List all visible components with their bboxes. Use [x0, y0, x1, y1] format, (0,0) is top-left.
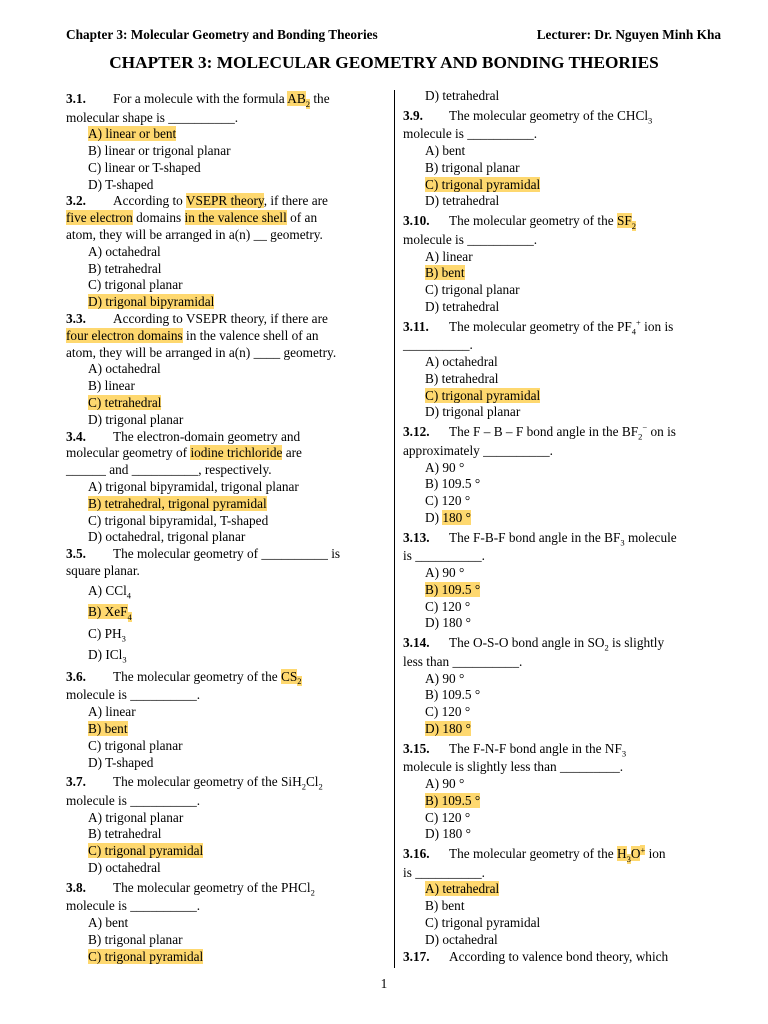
column-divider	[394, 90, 395, 968]
text-run: The F – B – F bond angle in the BF	[449, 424, 639, 440]
highlighted-subscript: 4	[127, 611, 132, 622]
question-line	[403, 316, 721, 338]
text-run: C) trigonal pyramidal	[425, 915, 541, 931]
question-line	[66, 666, 388, 688]
highlighted-subscript: 2	[305, 98, 311, 109]
answer-option	[66, 949, 388, 966]
answer-option	[403, 793, 721, 810]
text-run: D)	[425, 509, 443, 525]
answer-option	[403, 687, 721, 704]
text-run: The molecular geometry of the	[449, 846, 617, 862]
question-line	[403, 759, 721, 776]
answer-option	[66, 378, 388, 395]
header-lecturer: Lecturer: Dr. Nguyen Minh Kha	[536, 27, 721, 42]
question-line	[403, 337, 721, 354]
answer-option	[66, 294, 388, 311]
highlighted-text-run: 180 °	[442, 509, 471, 525]
text-run: The F-B-F bond angle in the BF	[449, 529, 621, 545]
question-line	[66, 328, 388, 345]
answer-option	[403, 249, 721, 266]
answer-option	[66, 261, 388, 278]
text-run: B) trigonal planar	[88, 931, 183, 947]
text-run: C) 120 °	[425, 704, 471, 720]
question-number: 3.2.	[66, 193, 86, 209]
question-line	[403, 632, 721, 654]
question-number: 3.15.	[403, 740, 430, 756]
question-number: 3.10.	[403, 213, 430, 229]
answer-option	[66, 580, 388, 602]
answer-option	[66, 529, 388, 546]
question-number: 3.8.	[66, 879, 86, 895]
question-line	[66, 110, 388, 127]
answer-option	[66, 738, 388, 755]
question-line	[403, 738, 721, 760]
highlighted-subscript: 2	[631, 220, 637, 231]
question-line	[403, 210, 721, 232]
highlighted-text-run: B) bent	[425, 265, 465, 281]
answer-option	[66, 277, 388, 294]
answer-option	[66, 513, 388, 530]
highlighted-text-run: iodine trichloride	[190, 445, 283, 461]
answer-option	[403, 704, 721, 721]
text-run: molecular geometry of	[66, 445, 191, 461]
answer-option	[403, 898, 721, 915]
answer-option	[66, 623, 388, 645]
text-run: molecule is __________.	[66, 792, 201, 808]
text-run: molecular shape is __________.	[66, 109, 239, 125]
text-run: C) PH	[88, 625, 122, 641]
answer-option	[66, 177, 388, 194]
highlighted-text-run: AB	[287, 91, 306, 106]
question-line	[403, 548, 721, 565]
header-chapter: Chapter 3: Molecular Geometry and Bonding Theories	[66, 27, 378, 42]
subscript: 4	[631, 326, 637, 337]
answer-option	[66, 704, 388, 721]
text-run: C) trigonal bipyramidal, T-shaped	[88, 512, 269, 528]
subscript: 2	[310, 887, 315, 898]
highlighted-text-run: four electron domains	[66, 327, 183, 343]
highlighted-text-run: B) 109.5 °	[425, 792, 481, 808]
text-run: C) 120 °	[425, 493, 471, 509]
text-run: A) 90 °	[425, 670, 465, 686]
answer-option	[403, 615, 721, 632]
answer-option	[66, 915, 388, 932]
text-run: According to valence bond theory, which	[449, 948, 669, 964]
text-run: B) 109.5 °	[425, 476, 481, 492]
answer-option	[403, 671, 721, 688]
subscript: 2	[301, 781, 306, 792]
text-run: molecule is __________.	[66, 898, 201, 914]
answer-option	[66, 412, 388, 429]
highlighted-text-run: C) trigonal pyramidal	[88, 843, 204, 859]
answer-option	[66, 479, 388, 496]
text-run: A) 90 °	[425, 776, 465, 791]
text-run: D) octahedral	[88, 859, 161, 875]
text-run: The electron-domain geometry and	[113, 428, 301, 444]
text-run: B) 109.5 °	[425, 687, 481, 703]
highlighted-text-run: B) bent	[88, 720, 128, 736]
text-run: A) octahedral	[88, 243, 161, 259]
answer-option	[66, 395, 388, 412]
question-line	[66, 687, 388, 704]
text-run: The molecular geometry of the	[449, 213, 617, 229]
highlighted-text-run: C) trigonal pyramidal	[88, 948, 204, 964]
text-run: less than __________.	[403, 653, 523, 669]
text-run: B) linear or trigonal planar	[88, 143, 231, 159]
subscript: 3	[621, 748, 627, 759]
question-line	[66, 345, 388, 362]
text-run: The molecular geometry of the PHCl	[113, 879, 311, 895]
question-line	[66, 88, 388, 110]
text-run: B) tetrahedral	[88, 826, 162, 842]
highlighted-superscript: +	[640, 844, 646, 855]
subscript: 2	[318, 781, 323, 792]
text-run: A) 90 °	[425, 565, 465, 581]
text-run: __________.	[403, 337, 473, 353]
answer-option	[403, 776, 721, 793]
answer-option	[403, 599, 721, 616]
text-run: C) linear or T-shaped	[88, 159, 201, 175]
text-run: D) 180 °	[425, 826, 471, 842]
text-run: D) T-shaped	[88, 754, 154, 770]
highlighted-text-run: O	[630, 846, 641, 862]
text-run: C) 120 °	[425, 598, 471, 614]
answer-option	[66, 496, 388, 513]
text-run: D) tetrahedral	[425, 193, 500, 209]
answer-option	[66, 126, 388, 143]
question-line	[66, 462, 388, 479]
question-line	[66, 193, 388, 210]
highlighted-text-run: VSEPR theory	[185, 193, 264, 209]
question-number: 3.3.	[66, 311, 86, 327]
question-line	[403, 232, 721, 249]
answer-option	[403, 881, 721, 898]
answer-option	[403, 160, 721, 177]
highlighted-text-run: in the valence shell	[184, 210, 287, 226]
highlighted-text-run: five electron	[66, 210, 133, 226]
text-run: , if there are	[263, 193, 328, 209]
answer-option	[403, 404, 721, 421]
text-run: According to	[113, 193, 186, 209]
question-number: 3.6.	[66, 668, 86, 684]
question-number: 3.12.	[403, 424, 430, 440]
highlighted-text-run: C) trigonal pyramidal	[425, 387, 541, 403]
page-number: 1	[380, 976, 388, 991]
highlighted-text-run: B) 109.5 °	[425, 581, 481, 597]
answer-option	[403, 826, 721, 843]
text-run: is __________.	[403, 548, 486, 564]
question-number: 3.17.	[403, 948, 430, 964]
question-line	[403, 527, 721, 549]
text-run: square planar.	[66, 563, 140, 579]
answer-option	[66, 932, 388, 949]
text-run: C) trigonal planar	[88, 737, 183, 753]
text-run: A) octahedral	[88, 361, 161, 377]
question-line	[403, 654, 721, 671]
question-number: 3.1.	[66, 91, 86, 106]
text-run: D) 180 °	[425, 615, 471, 631]
superscript: +	[636, 317, 641, 328]
question-line	[66, 563, 388, 580]
text-run: ______ and __________, respectively.	[66, 462, 272, 478]
question-line	[403, 105, 721, 127]
answer-option	[403, 265, 721, 282]
question-number: 3.16.	[403, 846, 430, 862]
answer-option	[66, 644, 388, 666]
text-run: The F-N-F bond angle in the NF	[449, 740, 622, 756]
text-run: A) trigonal bipyramidal, trigonal planar	[88, 479, 299, 495]
text-run: The molecular geometry of the	[113, 668, 281, 684]
text-run: A) linear	[425, 248, 473, 264]
question-line	[403, 421, 721, 443]
text-run: D) tetrahedral	[425, 88, 500, 103]
highlighted-subscript: 3	[626, 853, 631, 864]
text-run: atom, they will be arranged in a(n) ____ geometry.	[66, 344, 337, 360]
question-line	[66, 771, 388, 793]
question-number: 3.4.	[66, 428, 86, 444]
text-run: D) octahedral, trigonal planar	[88, 529, 246, 545]
text-run: The molecular geometry of the SiH	[113, 774, 302, 790]
highlighted-text-run: C) tetrahedral	[88, 395, 162, 411]
answer-option	[403, 721, 721, 738]
question-line	[66, 546, 388, 563]
text-run: are	[282, 445, 302, 461]
answer-option	[66, 143, 388, 160]
text-run: is __________.	[403, 864, 486, 880]
question-line	[66, 445, 388, 462]
text-run: domains	[132, 210, 185, 226]
text-run: A) bent	[425, 143, 466, 159]
answer-option	[66, 601, 388, 623]
subscript: 3	[122, 654, 127, 665]
text-run: in the valence shell of an	[182, 327, 319, 343]
answer-option	[403, 354, 721, 371]
answer-option	[403, 143, 721, 160]
question-number: 3.11.	[403, 318, 429, 334]
text-run: molecule	[624, 529, 677, 545]
subscript: 4	[126, 590, 132, 601]
text-run: of an	[286, 210, 318, 226]
text-run: A) octahedral	[425, 354, 498, 370]
question-number: 3.14.	[403, 635, 430, 651]
highlighted-text-run: SF	[617, 213, 632, 229]
question-line	[403, 865, 721, 882]
answer-option	[66, 843, 388, 860]
text-run: molecule is __________.	[403, 231, 538, 247]
answer-option	[403, 460, 721, 477]
highlighted-text-run: B) XeF	[88, 604, 128, 620]
question-number: 3.9.	[403, 107, 423, 123]
text-run: atom, they will be arranged in a(n) __ geometry.	[66, 227, 323, 243]
text-run: A) trigonal planar	[88, 809, 184, 825]
question-line	[66, 311, 388, 328]
text-run: C) trigonal planar	[425, 282, 520, 298]
question-line	[403, 843, 721, 865]
text-run: B) linear	[88, 378, 135, 394]
question-line	[403, 443, 721, 460]
text-run: A) 90 °	[425, 459, 465, 475]
answer-option	[403, 388, 721, 405]
answer-option	[66, 755, 388, 772]
highlighted-text-run: A) tetrahedral	[425, 881, 500, 897]
text-run: molecule is slightly less than _________.	[403, 759, 624, 775]
answer-option	[403, 582, 721, 599]
text-run: D) tetrahedral	[425, 298, 500, 314]
text-run: A) bent	[88, 915, 129, 931]
question-line	[66, 429, 388, 446]
highlighted-text-run: D) trigonal bipyramidal	[88, 294, 215, 310]
text-run: D) trigonal planar	[88, 411, 184, 427]
text-run: B) trigonal planar	[425, 159, 520, 175]
question-line	[66, 227, 388, 244]
answer-option	[403, 193, 721, 210]
question-line	[66, 210, 388, 227]
answer-option	[403, 476, 721, 493]
answer-option	[403, 510, 721, 527]
subscript: 3	[620, 537, 625, 548]
text-run: approximately __________.	[403, 442, 553, 458]
subscript: 3	[121, 633, 126, 644]
superscript: −	[642, 422, 648, 433]
text-run: For a molecule with the formula	[113, 91, 288, 106]
answer-option	[66, 160, 388, 177]
text-run: B) tetrahedral	[88, 260, 162, 276]
right-column	[403, 88, 721, 965]
answer-option	[403, 177, 721, 194]
highlighted-text-run: CS	[281, 668, 298, 684]
answer-option	[403, 299, 721, 316]
answer-option	[66, 810, 388, 827]
text-run: the	[310, 91, 330, 106]
text-run: Cl	[305, 774, 319, 790]
highlighted-text-run: C) trigonal pyramidal	[425, 176, 541, 192]
answer-option	[66, 860, 388, 877]
question-line	[66, 793, 388, 810]
text-run: B) tetrahedral	[425, 370, 499, 386]
answer-option	[403, 282, 721, 299]
page-title: CHAPTER 3: MOLECULAR GEOMETRY AND BONDING THEORIES	[109, 53, 659, 72]
subscript: 2	[604, 642, 609, 653]
text-run: The O-S-O bond angle in SO	[449, 635, 605, 651]
answer-option	[403, 932, 721, 949]
left-column	[66, 88, 388, 965]
answer-option	[403, 493, 721, 510]
text-run: C) trigonal planar	[88, 277, 183, 293]
text-run: D) trigonal planar	[425, 404, 521, 420]
subscript: 2	[638, 431, 643, 442]
question-line	[66, 898, 388, 915]
text-run: According to VSEPR theory, if there are	[113, 311, 328, 327]
text-run: is slightly	[608, 635, 665, 651]
text-run: molecule is __________.	[403, 126, 538, 142]
text-run: D) octahedral	[425, 931, 498, 947]
question-number: 3.5.	[66, 546, 86, 562]
text-run: D) T-shaped	[88, 176, 154, 192]
page-header	[66, 26, 721, 44]
answer-option	[403, 371, 721, 388]
answer-option	[403, 88, 721, 105]
answer-option	[403, 565, 721, 582]
highlighted-text-run: A) linear or bent	[88, 126, 177, 142]
answer-option	[403, 915, 721, 932]
highlighted-text-run: D) 180 °	[425, 720, 471, 736]
answer-option	[66, 244, 388, 261]
text-run: ion	[645, 846, 666, 862]
text-run: A) CCl	[88, 582, 127, 598]
text-run: A) linear	[88, 704, 136, 720]
question-number: 3.13.	[403, 529, 430, 545]
question-number: 3.7.	[66, 774, 86, 790]
subscript: 3	[648, 115, 653, 126]
text-run: ion is	[640, 318, 674, 334]
question-line	[403, 126, 721, 143]
text-run: C) 120 °	[425, 809, 471, 825]
highlighted-text-run: H	[617, 846, 627, 862]
text-run: molecule is __________.	[66, 687, 201, 703]
text-run: D) ICl	[88, 647, 123, 663]
text-run: The molecular geometry of __________ is	[113, 546, 341, 562]
answer-option	[66, 721, 388, 738]
text-run: The molecular geometry of the CHCl	[449, 107, 649, 123]
highlighted-text-run: B) tetrahedral, trigonal pyramidal	[88, 495, 267, 511]
question-line	[403, 949, 721, 966]
question-line	[66, 877, 388, 899]
highlighted-subscript: 2	[297, 676, 302, 687]
text-run: The molecular geometry of the PF	[449, 318, 632, 334]
text-run: B) bent	[425, 898, 465, 914]
answer-option	[66, 826, 388, 843]
answer-option	[403, 810, 721, 827]
text-run: on is	[647, 424, 676, 440]
answer-option	[66, 361, 388, 378]
